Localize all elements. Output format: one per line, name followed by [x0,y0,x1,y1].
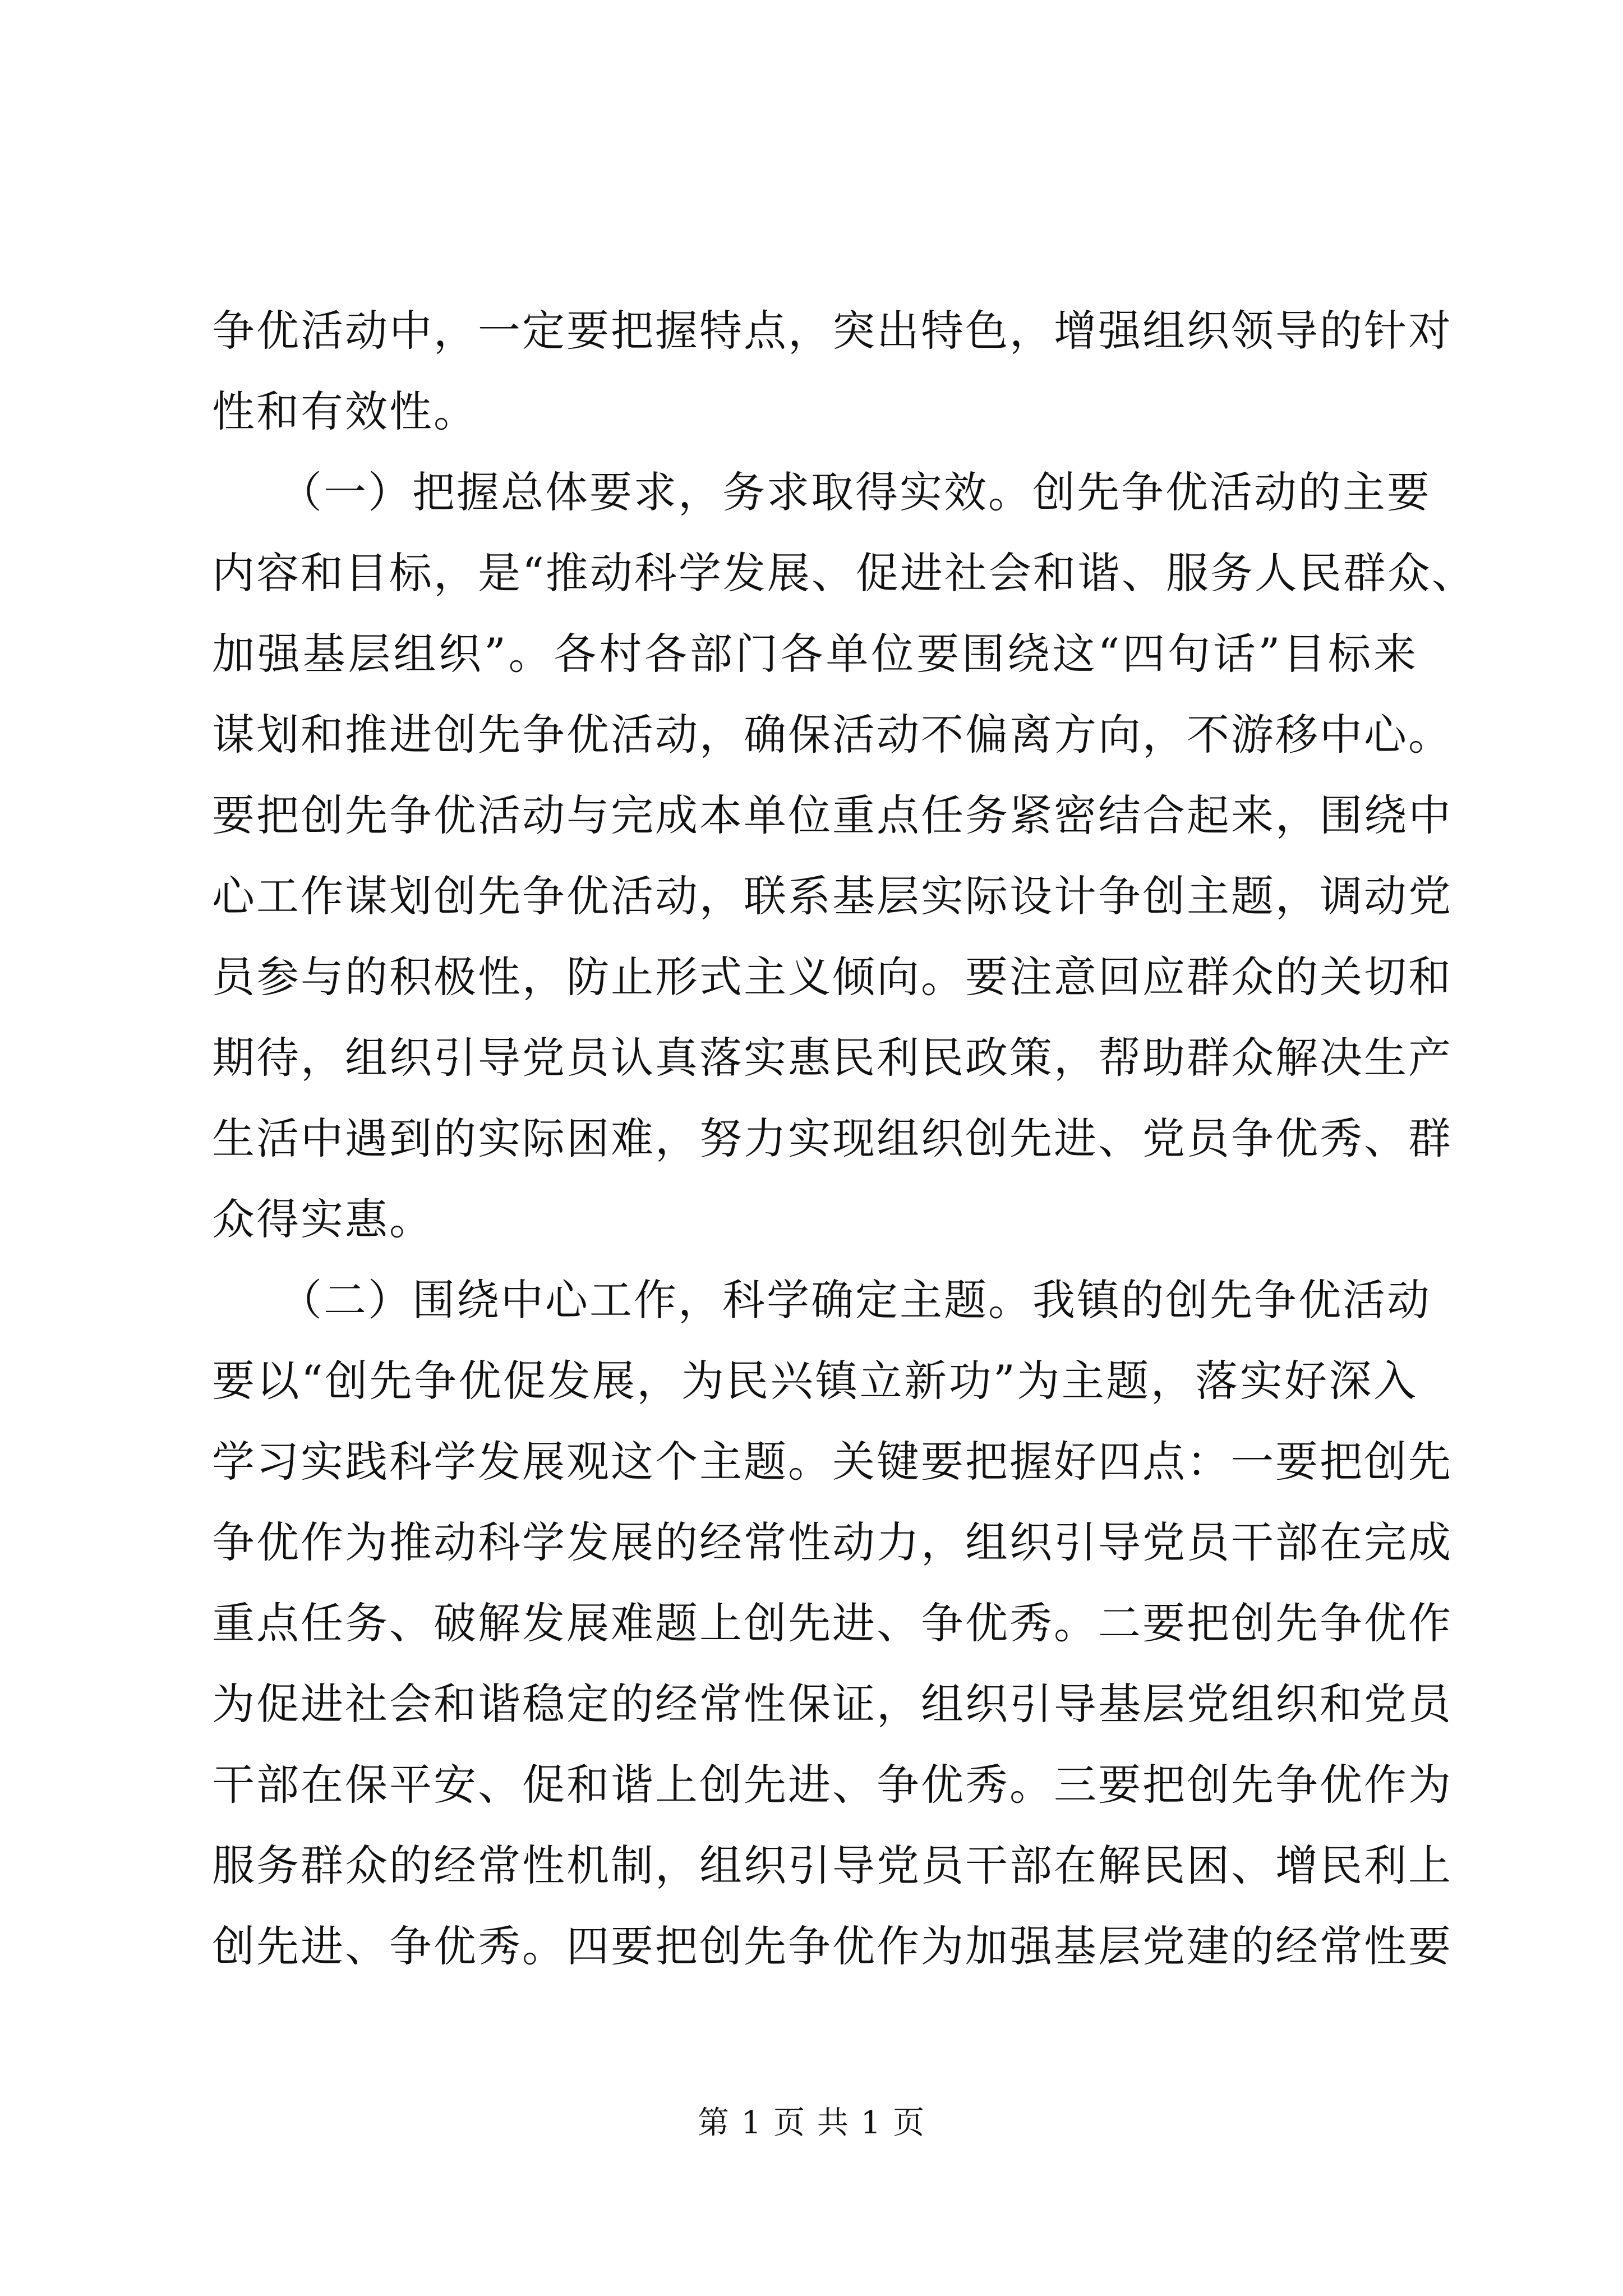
text-line: 谋划和推进创先争优活动，确保活动不偏离方向，不游移中心。 [212,710,1453,760]
text-line: 服务群众的经常性机制，组织引导党员干部在解民困、增民利上 [212,1841,1453,1890]
text-line: 期待，组织引导党员认真落实惠民利民政策，帮助群众解决生产 [212,1033,1453,1083]
text-line: 干部在保平安、促和谐上创先进、争优秀。三要把创先争优作为 [212,1760,1453,1810]
text-line: 为促进社会和谐稳定的经常性保证，组织引导基层党组织和党员 [212,1679,1453,1729]
text-line: 要把创先争优活动与完成本单位重点任务紧密结合起来，围绕中 [212,790,1453,840]
text-line: 要以“创先争优促发展，为民兴镇立新功”为主题，落实好深入 [212,1356,1418,1406]
text-line: 员参与的积极性，防止形式主义倾向。要注意回应群众的关切和 [212,952,1453,1002]
page-number-footer: 第 1 页 共 1 页 [697,2105,926,2141]
text-line: 心工作谋划创先争优活动，联系基层实际设计争创主题，调动党 [212,871,1453,921]
text-line: 重点任务、破解发展难题上创先进、争优秀。二要把创先争优作 [212,1598,1453,1648]
text-line: 加强基层组织”。各村各部门各单位要围绕这“四句话”目标来 [212,629,1418,679]
text-line: 争优作为推动科学发展的经常性动力，组织引导党员干部在完成 [212,1517,1453,1567]
paragraph-start-line: （二）围绕中心工作，科学确定主题。我镇的创先争优活动 [212,1275,1431,1325]
text-line: 性和有效性。 [212,386,478,436]
paragraph-start-line: （一）把握总体要求，务求取得实效。创先争优活动的主要 [212,467,1431,517]
text-line: 争优活动中，一定要把握特点，突出特色，增强组织领导的针对 [212,306,1453,356]
text-line: 创先进、争优秀。四要把创先争优作为加强基层党建的经常性要 [212,1921,1453,1971]
text-line: 生活中遇到的实际困难，努力实现组织创先进、党员争优秀、群 [212,1114,1453,1163]
text-line: 内容和目标，是“推动科学发展、促进社会和谐、服务人民群众、 [212,548,1476,598]
document-body [212,291,1476,1987]
text-line: 学习实践科学发展观这个主题。关键要把握好四点：一要把创先 [212,1437,1453,1487]
text-line: 众得实惠。 [212,1194,434,1244]
